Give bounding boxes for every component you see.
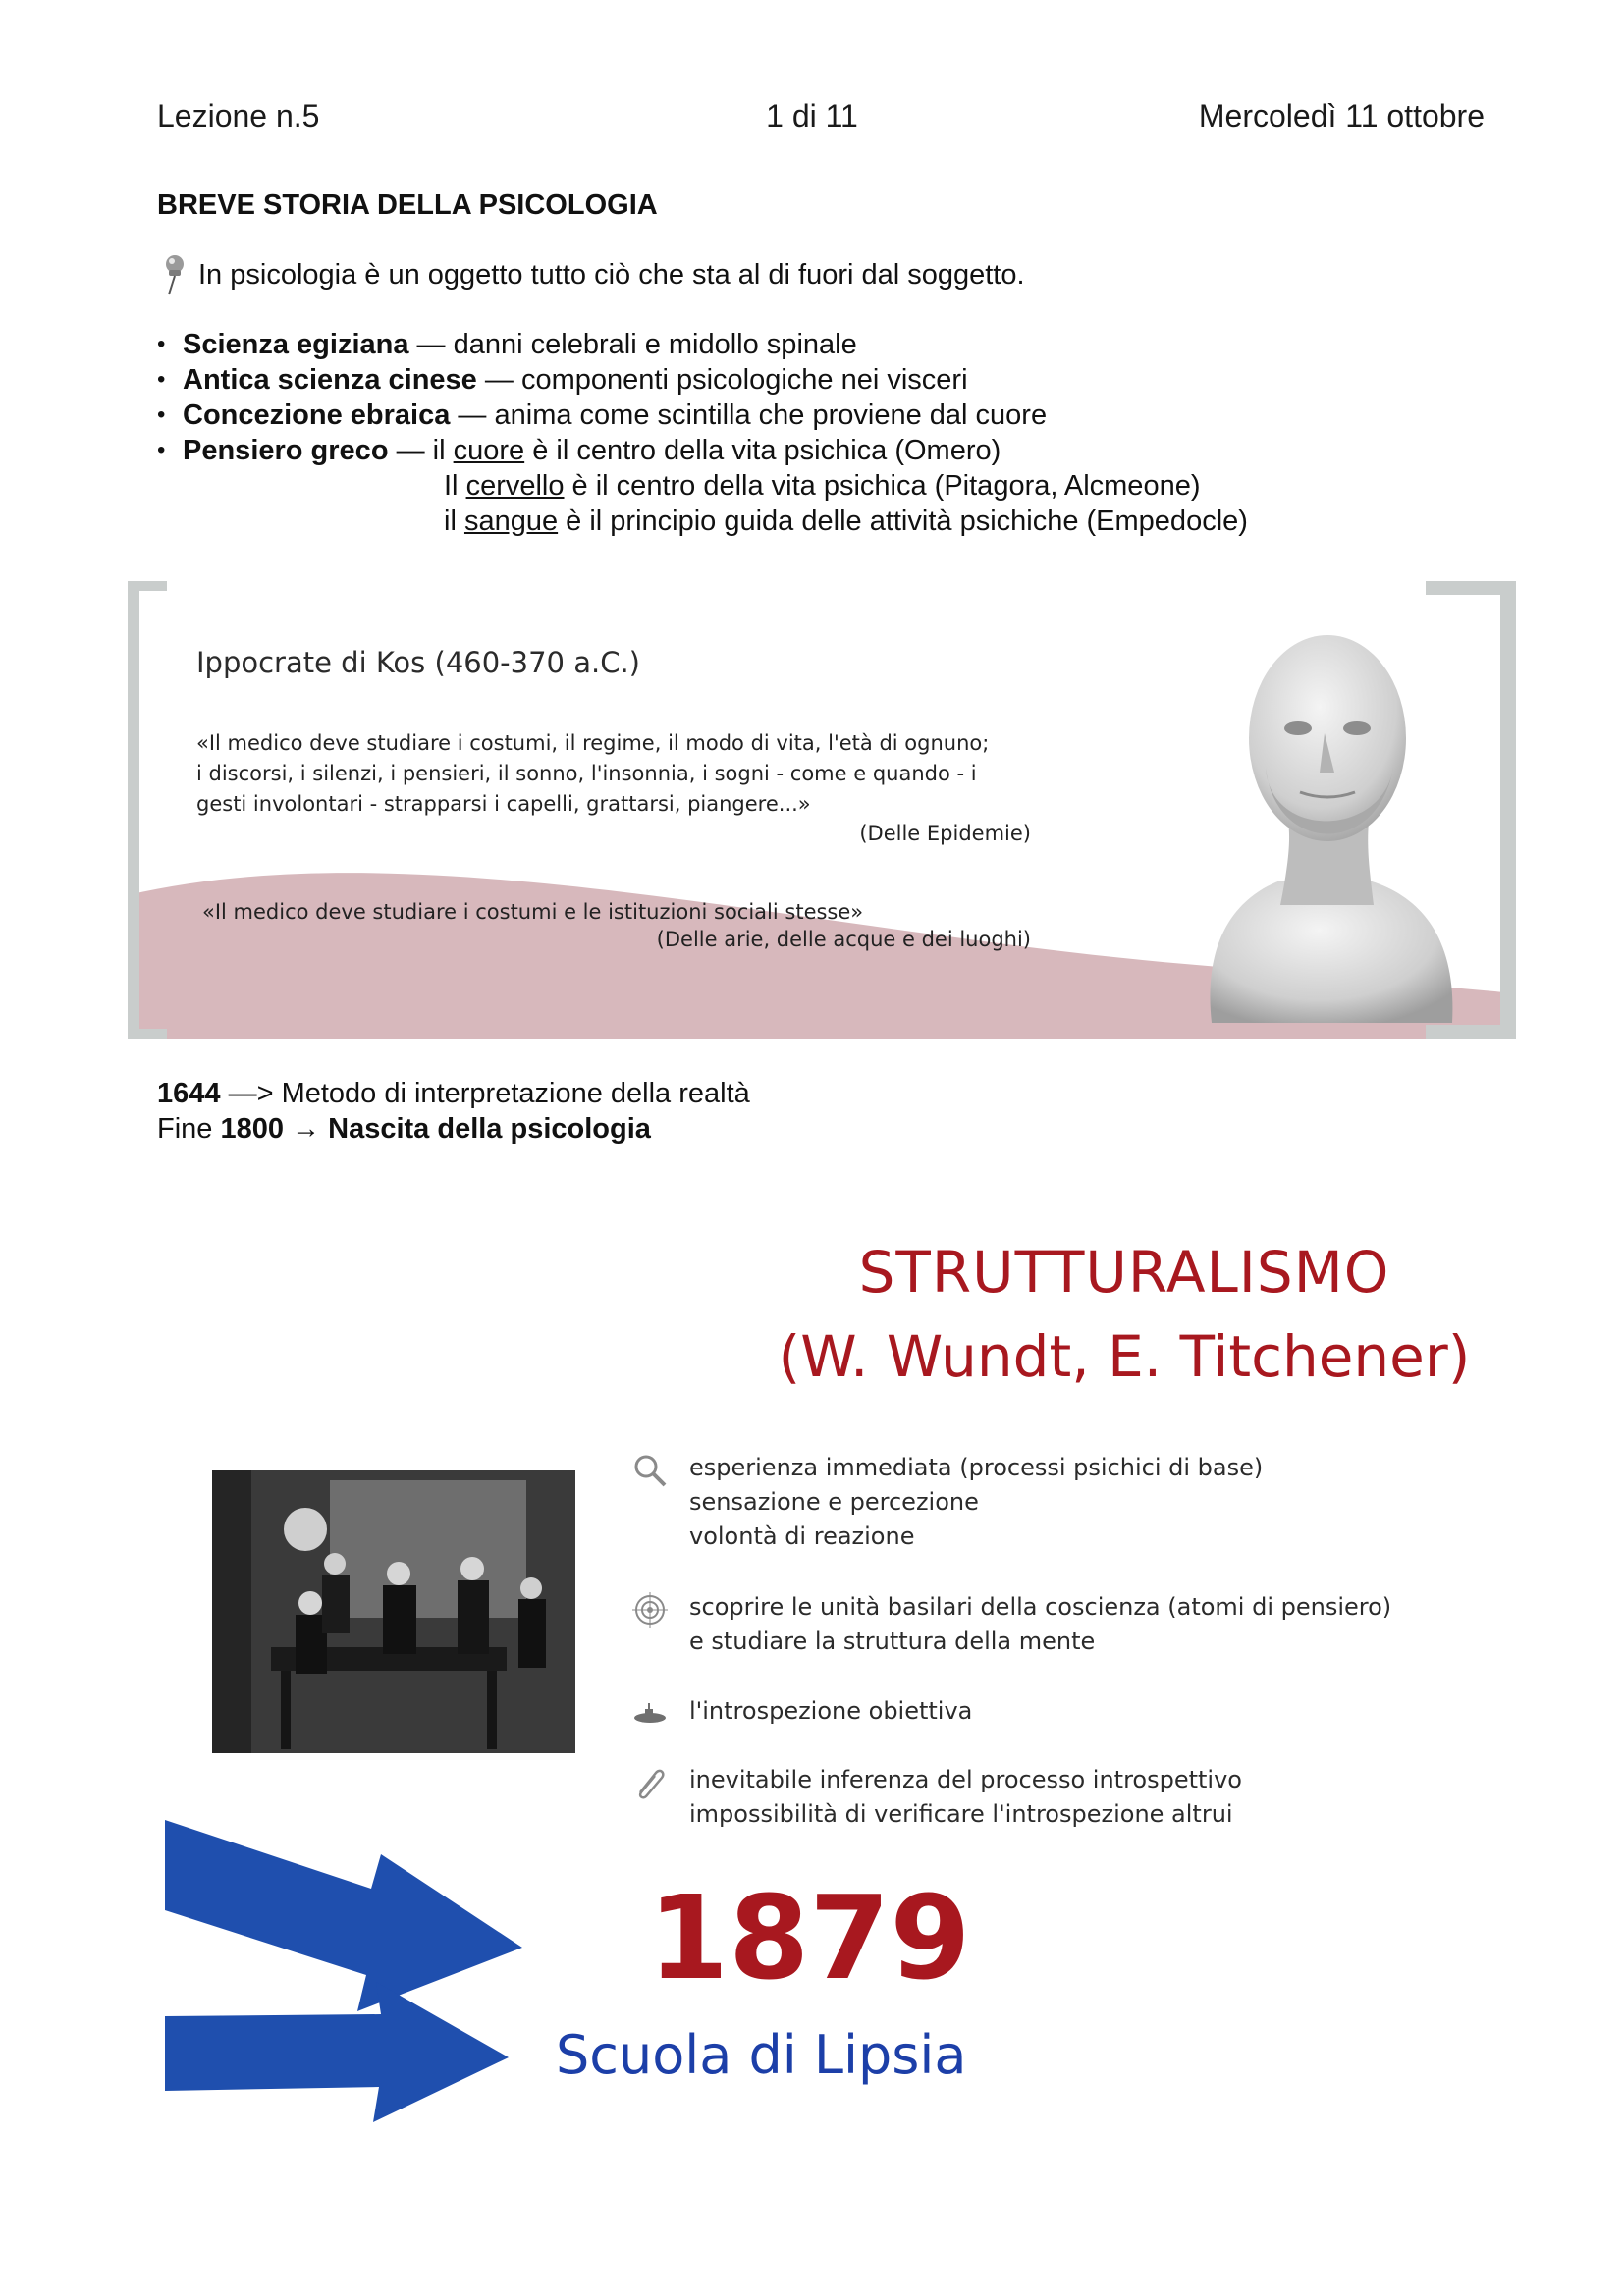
feature-basic-units: scoprire le unità basilari della coscienza (atomi di pensiero) e studiare la struttura della mente [632, 1590, 1391, 1659]
pushpin-icon [157, 253, 192, 296]
hippocrates-slide [128, 581, 1516, 1039]
feature-inference: inevitabile inferenza del processo introspettivo impossibilità di verificare l'introspezione altrui [632, 1763, 1242, 1832]
quote-source: (Delle Epidemie) [859, 822, 1031, 845]
list-item: • Scienza egiziana — danni celebrali e midollo spinale [157, 327, 1248, 362]
timeline-1644: 1644 —> Metodo di interpretazione della realtà [157, 1078, 750, 1109]
list-item-continuation: Il cervello è il centro della vita psichica (Pitagora, Alcmeone) [444, 470, 1201, 502]
school-name: Scuola di Lipsia [556, 2024, 967, 2086]
feature-immediate-experience: esperienza immediata (processi psichici di base) sensazione e percezione volontà di reazione [632, 1451, 1263, 1554]
year-1879: 1879 [648, 1870, 971, 2005]
wundt-lab-photo [212, 1470, 575, 1753]
quote-source: (Delle arie, delle acque e dei luoghi) [656, 928, 1031, 951]
lesson-number: Lezione n.5 [157, 98, 320, 133]
page-indicator: 1 di 11 [766, 98, 858, 133]
lesson-date: Mercoledì 11 ottobre [1198, 98, 1485, 133]
feature-introspection: l'introspezione obiettiva [632, 1694, 972, 1729]
list-item: • Concezione ebraica — anima come scintilla che proviene dal cuore [157, 398, 1248, 433]
document-title: BREVE STORIA DELLA PSICOLOGIA [157, 189, 658, 221]
intro-text: In psicologia è un oggetto tutto ciò che sta al di fuori dal soggetto. [198, 258, 1025, 291]
magnifier-icon [632, 1453, 668, 1488]
quote-arie: «Il medico deve studiare i costumi e le istituzioni sociali stesse» [202, 900, 864, 924]
timeline-1800: Fine 1800 → Nascita della psicologia [157, 1113, 651, 1145]
submarine-icon [632, 1696, 668, 1732]
strutturalismo-title: STRUTTURALISMO [858, 1239, 1390, 1306]
list-item: • Antica scienza cinese — componenti psicologiche nei visceri [157, 362, 1248, 398]
timeline [157, 1076, 750, 1147]
hippocrates-bust-image [1172, 611, 1477, 1023]
slide-title: Ippocrate di Kos (460-370 a.C.) [196, 646, 640, 679]
arrow-lower [165, 1982, 509, 2122]
strutturalismo-subtitle: (W. Wundt, E. Titchener) [778, 1323, 1471, 1390]
quote-epidemie: «Il medico deve studiare i costumi, il regime, il modo di vita, l'età di ognuno; i discorsi, i silenzi, i pensieri, il sonno, l'insonnia, i sogni - come e quando - i gesti involontari - strapparsi i capelli, grattarsi, piangere...» [196, 731, 990, 816]
intro-line [157, 253, 1025, 296]
list-item-continuation: il sangue è il principio guida delle attività psichiche (Empedocle) [444, 506, 1248, 537]
arrow-upper [165, 1820, 522, 2011]
history-bullet-list [157, 327, 1248, 539]
list-item: • Pensiero greco — il cuore è il centro della vita psichica (Omero) [157, 433, 1248, 468]
paperclip-icon [632, 1765, 668, 1800]
arrows-graphic [165, 1800, 528, 2124]
target-icon [632, 1592, 668, 1628]
